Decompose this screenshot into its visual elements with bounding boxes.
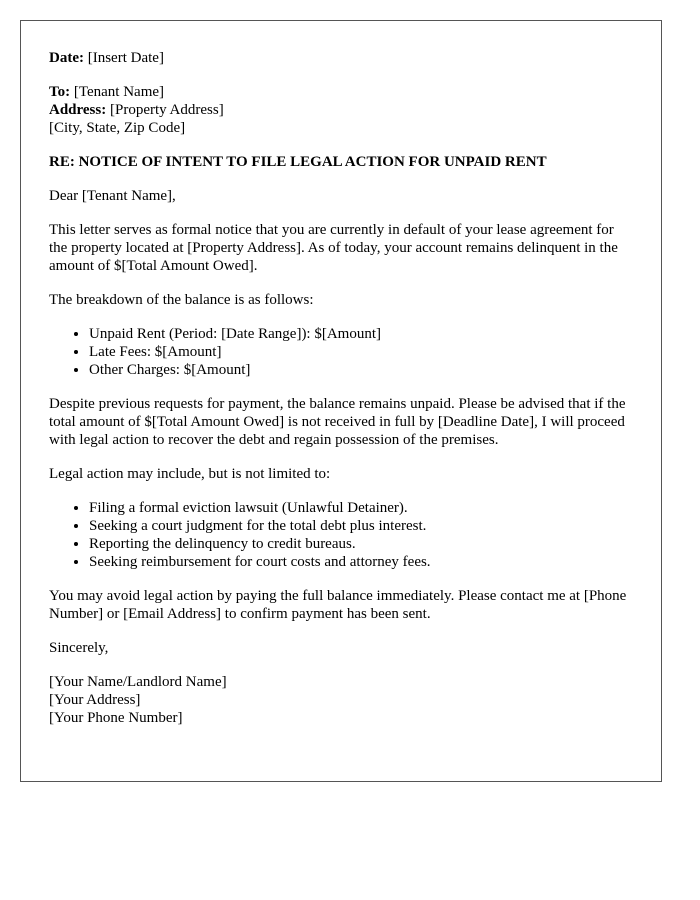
closing: Sincerely, [49,640,109,656]
letter [20,20,662,782]
legal-actions-list [49,499,633,571]
signature-block [49,673,633,727]
list-item: • Filing a formal eviction lawsuit (Unlawful Detainer). [89,499,633,517]
paragraph-contact: You may avoid legal action by paying the full balance immediately. Please contact me at [Phone Number] or [Email Address] to confirm payment has been sent. [49,588,627,622]
address-value: [Property Address] [109,102,224,118]
list-item: • Reporting the delinquency to credit bureaus. [89,535,633,553]
breakdown-intro: The breakdown of the balance is as follows: [49,292,314,308]
breakdown-list [49,325,633,379]
subject-line: RE: NOTICE OF INTENT TO FILE LEGAL ACTION FOR UNPAID RENT [49,154,547,170]
city-line: [City, State, Zip Code] [49,120,186,136]
list-item: • Late Fees: $[Amount] [89,343,633,361]
date-label: Date: [49,50,84,66]
signature-phone: [Your Phone Number] [49,710,183,726]
list-item: • Unpaid Rent (Period: [Date Range]): $[Amount] [89,325,633,343]
signature-address: [Your Address] [49,692,141,708]
date-line [49,49,633,67]
address-line [49,101,633,119]
signature-name: [Your Name/Landlord Name] [49,674,227,690]
list-item: • Seeking reimbursement for court costs and attorney fees. [89,553,633,571]
list-item: • Seeking a court judgment for the total debt plus interest. [89,517,633,535]
date-value: [Insert Date] [87,50,164,66]
date-block [49,49,633,67]
recipient-block [49,83,633,137]
salutation: Dear [Tenant Name], [49,188,176,204]
address-label: Address: [49,102,107,118]
paragraph-deadline-warning: Despite previous requests for payment, the balance remains unpaid. Please be advised that if the total amount of $[Total Amount Owed] is not received in full by [Deadline Date], I will proceed with legal action to recover the debt and regain possession of the premises. [49,396,626,448]
list-item: • Other Charges: $[Amount] [89,361,633,379]
legal-intro: Legal action may include, but is not limited to: [49,466,331,482]
to-label: To: [49,84,71,100]
to-value: [Tenant Name] [73,84,165,100]
paragraph-default-notice: This letter serves as formal notice that you are currently in default of your lease agreement for the property located at [Property Address]. As of today, your account remains delinquent in the amount of $[Total Amount Owed]. [49,222,618,274]
to-line [49,83,633,101]
